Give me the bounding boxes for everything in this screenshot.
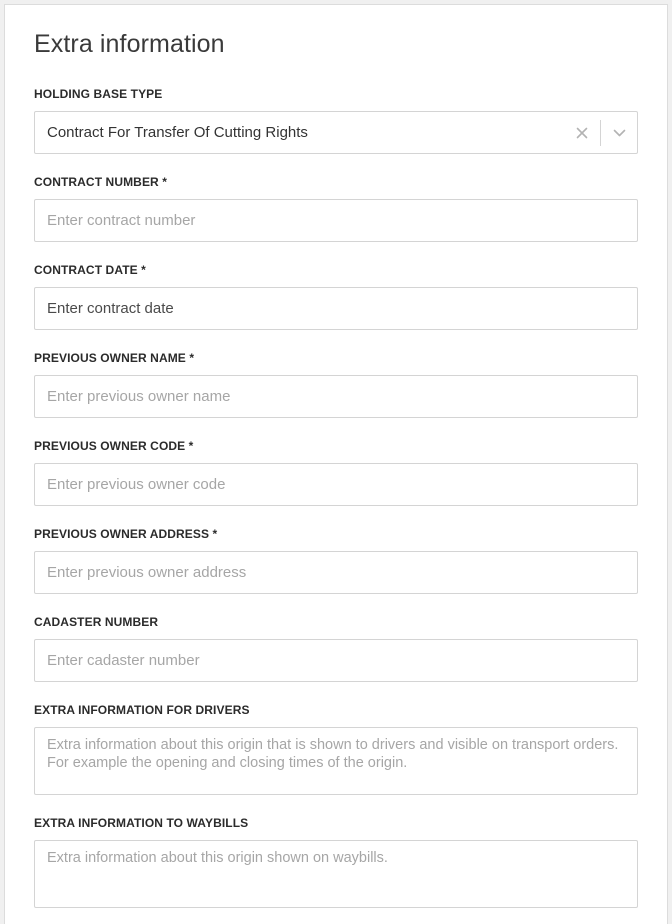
contract-number-label: CONTRACT NUMBER * <box>34 175 168 189</box>
previous-owner-name-input[interactable] <box>34 375 638 418</box>
contract-number-input[interactable] <box>34 199 638 242</box>
chevron-down-icon[interactable] <box>601 112 637 153</box>
extra-info-drivers-textarea[interactable] <box>34 727 638 795</box>
cadaster-number-label: CADASTER NUMBER <box>34 615 159 629</box>
extra-info-drivers-label: EXTRA INFORMATION FOR DRIVERS <box>34 703 250 717</box>
previous-owner-address-label: PREVIOUS OWNER ADDRESS * <box>34 527 218 541</box>
previous-owner-code-input[interactable] <box>34 463 638 506</box>
holding-base-type-label: HOLDING BASE TYPE <box>34 87 163 101</box>
previous-owner-code-label: PREVIOUS OWNER CODE * <box>34 439 194 453</box>
close-icon[interactable] <box>564 112 600 153</box>
cadaster-number-input[interactable] <box>34 639 638 682</box>
extra-info-waybills-label: EXTRA INFORMATION TO WAYBILLS <box>34 816 249 830</box>
extra-info-waybills-textarea[interactable] <box>34 840 638 908</box>
contract-date-label: CONTRACT DATE * <box>34 263 146 277</box>
section-title: Extra information <box>34 30 225 58</box>
holding-base-type-value: Contract For Transfer Of Cutting Rights <box>47 124 308 141</box>
previous-owner-name-label: PREVIOUS OWNER NAME * <box>34 351 195 365</box>
extra-information-panel <box>4 4 668 924</box>
contract-date-input[interactable] <box>34 287 638 330</box>
holding-base-type-select[interactable] <box>34 111 638 154</box>
previous-owner-address-input[interactable] <box>34 551 638 594</box>
